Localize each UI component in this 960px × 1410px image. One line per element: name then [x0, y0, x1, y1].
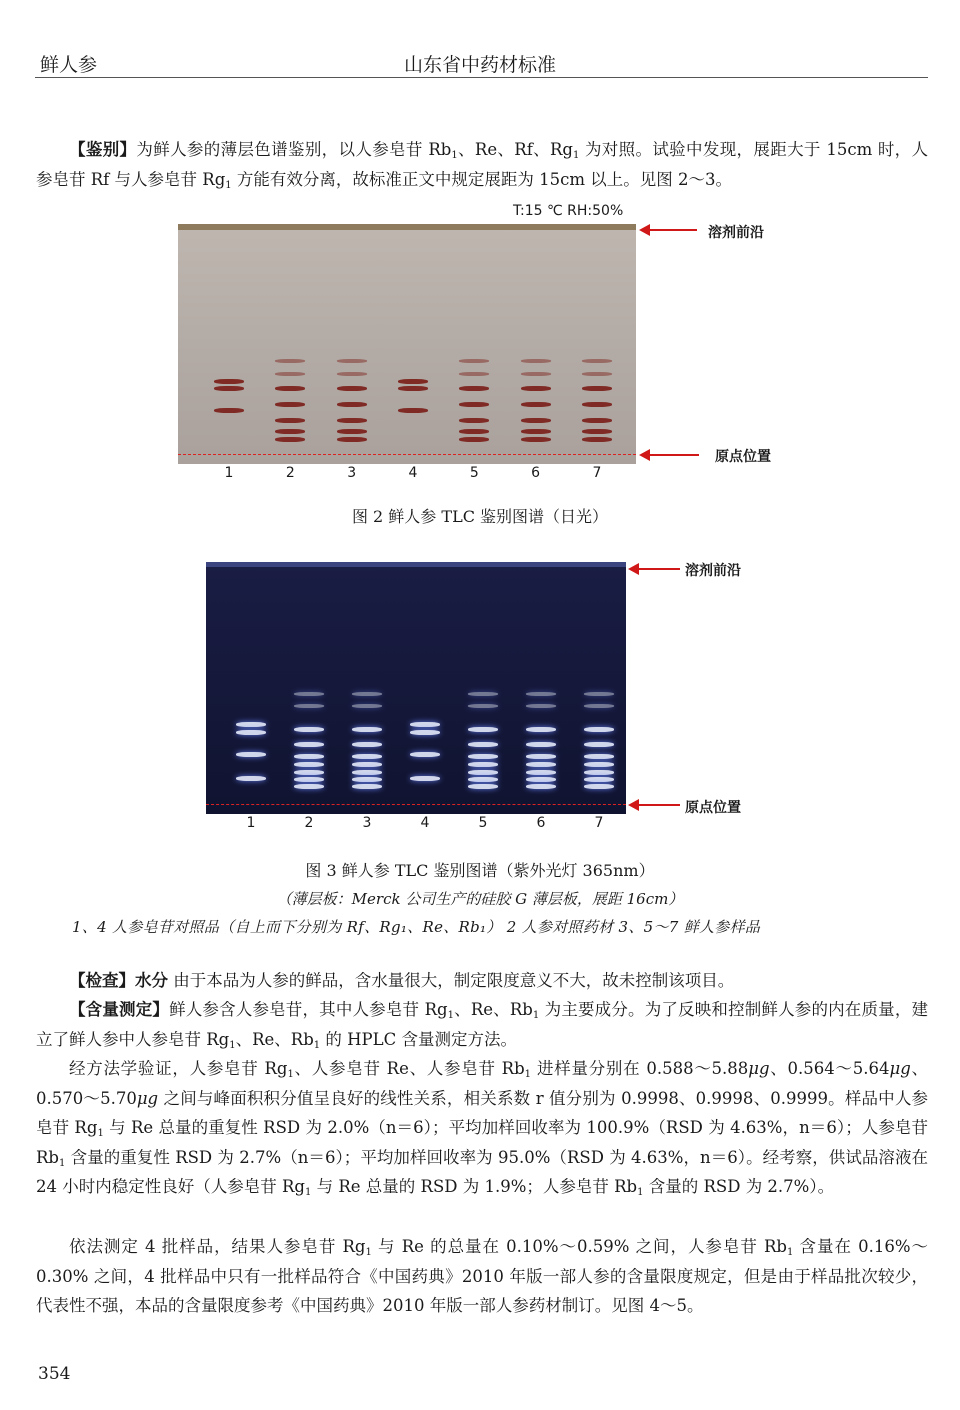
tlc-band [468, 754, 498, 759]
tlc-band [337, 437, 367, 442]
fig2-origin-arrow [649, 454, 699, 456]
tlc-band [294, 762, 324, 767]
results-paragraph: 依法测定 4 批样品，结果人参皂苷 $Rg_1$ 与 Re 的总量在 0.10%～0.59% 之间，人参皂苷 $Rb_1$ 含量在 0.16%～0.30% 之间，4 批样品中只有一批样品符合《中国药典》2010 年版一部人参的含量限度规定，但是由于样品批次较少，代表性不强，本品的含量限度参考《中国药典》2010 年版一部人参药材制订。见图 4～5。 [36, 1237, 929, 1315]
tlc-band [352, 742, 382, 747]
tlc-lane [275, 224, 305, 464]
tlc-band [410, 776, 440, 781]
tlc-band [526, 777, 556, 782]
fig3-lane-numbers [236, 815, 614, 831]
inspection-paragraph: 【检查】水分 由于本品为人参的鲜品，含水量很大，制定限度意义不大，故未控制该项目。 [69, 971, 735, 990]
fig2-solvent-front-arrow [649, 229, 697, 231]
tlc-band [275, 418, 305, 423]
page-number: 354 [38, 1364, 71, 1384]
fig3-origin-label: 原点位置 [685, 800, 741, 816]
fig2-origin-line [178, 454, 636, 455]
tlc-band [468, 704, 498, 708]
tlc-band [521, 418, 551, 423]
tlc-band [294, 754, 324, 759]
tlc-lane [398, 224, 428, 464]
assay-paragraph: 【含量测定】鲜人参含人参皂苷，其中人参皂苷 $Rg_1$、Re、$Rb_1$ 为主要成分。为了反映和控制鲜人参的内在质量，建立了鲜人参中人参皂苷 $Rg_1$、Re、$Rb_1$ 的 HPLC 含量测定方法。 [36, 1000, 928, 1051]
lane-number: 5 [478, 815, 488, 831]
figure-note: （薄层板：Merck 公司生产的硅胶 G 薄层板，展距 16cm） [276, 890, 684, 908]
tlc-band [468, 727, 498, 732]
tlc-band [468, 692, 498, 696]
tlc-band [337, 372, 367, 376]
fig2-conditions: T:15 ℃ RH:50% [513, 203, 624, 219]
lane-number: 2 [304, 815, 314, 831]
tlc-band [521, 429, 551, 434]
fig3-tlc-plate [206, 562, 626, 814]
fig2-origin-label: 原点位置 [715, 449, 771, 465]
tlc-band [236, 722, 266, 727]
tlc-band [584, 770, 614, 775]
tlc-band [294, 770, 324, 775]
tlc-band [337, 386, 367, 391]
tlc-band [275, 429, 305, 434]
tlc-band [584, 727, 614, 732]
fig3-solvent-front-arrow [638, 568, 680, 570]
tlc-band [526, 762, 556, 767]
fig2-lane-numbers [214, 465, 612, 481]
lane-number: 1 [224, 465, 234, 481]
tlc-band [337, 359, 367, 363]
tlc-band [584, 692, 614, 696]
lane-number: 1 [246, 815, 256, 831]
lane-number: 4 [420, 815, 430, 831]
tlc-band [294, 692, 324, 696]
fig3-solvent-front-label: 溶剂前沿 [685, 563, 741, 579]
tlc-band [459, 402, 489, 407]
tlc-band [337, 429, 367, 434]
fig3-caption: 图 3 鲜人参 TLC 鉴别图谱（紫外光灯 365nm） [305, 861, 655, 880]
tlc-band [352, 727, 382, 732]
tlc-lane [337, 224, 367, 464]
tlc-band [584, 762, 614, 767]
tlc-band [468, 777, 498, 782]
tlc-lane [468, 562, 498, 814]
tlc-band [398, 379, 428, 384]
identification-label: 【鉴别】 [69, 140, 137, 159]
fig2-solvent-front-label: 溶剂前沿 [708, 225, 764, 241]
tlc-band [526, 770, 556, 775]
tlc-band [526, 692, 556, 696]
tlc-band [294, 777, 324, 782]
tlc-band [275, 386, 305, 391]
fig3-origin-line [206, 804, 626, 805]
tlc-band [398, 386, 428, 391]
tlc-band [294, 704, 324, 708]
tlc-band [337, 402, 367, 407]
tlc-lane [526, 562, 556, 814]
tlc-band [352, 692, 382, 696]
tlc-band [526, 727, 556, 732]
tlc-band [468, 742, 498, 747]
tlc-lane [582, 224, 612, 464]
tlc-band [468, 762, 498, 767]
tlc-band [582, 418, 612, 423]
lane-number: 3 [362, 815, 372, 831]
tlc-lane [584, 562, 614, 814]
lane-number: 3 [347, 465, 357, 481]
tlc-lane [459, 224, 489, 464]
tlc-band [526, 742, 556, 747]
tlc-lane [410, 562, 440, 814]
tlc-band [526, 704, 556, 708]
tlc-band [459, 437, 489, 442]
tlc-band [214, 379, 244, 384]
fig2-lanes [214, 224, 612, 464]
tlc-band [521, 402, 551, 407]
tlc-band [337, 418, 367, 423]
tlc-band [468, 784, 498, 789]
fig2-tlc-plate [178, 224, 636, 464]
running-header-title: 鲜人参 [40, 54, 98, 76]
identification-paragraph: 【鉴别】为鲜人参的薄层色谱鉴别，以人参皂苷 $Rb_1$、Re、Rf、$Rg_1$ 为对照。试验中发现，展距大于 15cm 时，人参皂苷 Rf 与人参皂苷 $Rg_1$ 方能有效分离，故标准正文中规定展距为 15cm 以上。见图 2～3。 [36, 140, 929, 191]
tlc-band [526, 784, 556, 789]
tlc-band [468, 770, 498, 775]
tlc-band [352, 784, 382, 789]
lane-number: 2 [285, 465, 295, 481]
fig3-origin-arrow [638, 804, 680, 806]
tlc-band [584, 784, 614, 789]
tlc-band [459, 372, 489, 376]
tlc-band [275, 437, 305, 442]
tlc-band [294, 784, 324, 789]
tlc-band [459, 429, 489, 434]
tlc-band [582, 372, 612, 376]
tlc-lane [294, 562, 324, 814]
tlc-band [459, 418, 489, 423]
tlc-band [459, 359, 489, 363]
inspection-label: 【检查】水分 [69, 971, 168, 990]
header-rule [35, 77, 928, 78]
tlc-band [275, 359, 305, 363]
tlc-band [459, 386, 489, 391]
tlc-band [214, 386, 244, 391]
tlc-band [236, 776, 266, 781]
tlc-band [582, 437, 612, 442]
tlc-band [584, 704, 614, 708]
tlc-band [236, 730, 266, 735]
running-header-standard: 山东省中药材标准 [403, 54, 556, 76]
fig2-caption: 图 2 鲜人参 TLC 鉴别图谱（日光） [351, 507, 609, 526]
assay-label: 【含量测定】 [69, 1000, 170, 1019]
tlc-band [214, 408, 244, 413]
tlc-band [410, 730, 440, 735]
lane-number: 6 [536, 815, 546, 831]
tlc-band [410, 722, 440, 727]
lane-number: 4 [408, 465, 418, 481]
lane-number: 7 [594, 815, 604, 831]
tlc-band [584, 742, 614, 747]
tlc-band [352, 754, 382, 759]
tlc-band [352, 777, 382, 782]
tlc-band [294, 742, 324, 747]
tlc-band [526, 754, 556, 759]
tlc-band [582, 386, 612, 391]
lane-number: 6 [531, 465, 541, 481]
tlc-band [275, 372, 305, 376]
validation-paragraph: 经方法学验证，人参皂苷 $Rg_1$、人参皂苷 Re、人参皂苷 $Rb_1$ 进样量分别在 0.588～5.88μg、0.564～5.64μg、0.570～5.70μg 之间与峰面积积分值呈良好的线性关系，相关系数 r 值分别为 0.9998、0.9998、0.9999。样品中人参皂苷 $Rg_1$ 与 Re 总量的重复性 RSD 为 2.0%（n＝6）；平均加样回收率为 100.9%（RSD 为 4.63%，n＝6）；人参皂苷 $Rb_1$ 含量的重复性 RSD 为 2.7%（n＝6）；平均加样回收率为 95.0%（RSD 为 4.63%，n＝6）。经考察，供试品溶液在 24 小时内稳定性良好（人参皂苷 $Rg_1$ 与 Re 总量的 RSD 为 1.9%；人参皂苷 $Rb_1$ 含量的 RSD 为 2.7%）。 [36, 1059, 929, 1198]
tlc-band [398, 408, 428, 413]
lane-number: 5 [469, 465, 479, 481]
tlc-lane [214, 224, 244, 464]
tlc-band [352, 762, 382, 767]
tlc-lane [521, 224, 551, 464]
tlc-band [521, 372, 551, 376]
tlc-band [582, 429, 612, 434]
tlc-band [294, 727, 324, 732]
tlc-band [582, 359, 612, 363]
lane-number: 7 [592, 465, 602, 481]
tlc-band [521, 437, 551, 442]
tlc-band [275, 402, 305, 407]
tlc-band [521, 359, 551, 363]
tlc-band [521, 386, 551, 391]
tlc-lane [352, 562, 382, 814]
tlc-band [410, 752, 440, 757]
tlc-band [584, 754, 614, 759]
tlc-band [352, 704, 382, 708]
tlc-lane [236, 562, 266, 814]
tlc-band [352, 770, 382, 775]
figure-legend: 1、4 人参皂苷对照品（自上而下分别为 Rf、Rg₁、Re、Rb₁） 2 人参对照药材 3、5～7 鲜人参样品 [72, 918, 761, 936]
tlc-band [582, 402, 612, 407]
tlc-band [236, 752, 266, 757]
tlc-band [584, 777, 614, 782]
fig3-lanes [236, 562, 614, 814]
